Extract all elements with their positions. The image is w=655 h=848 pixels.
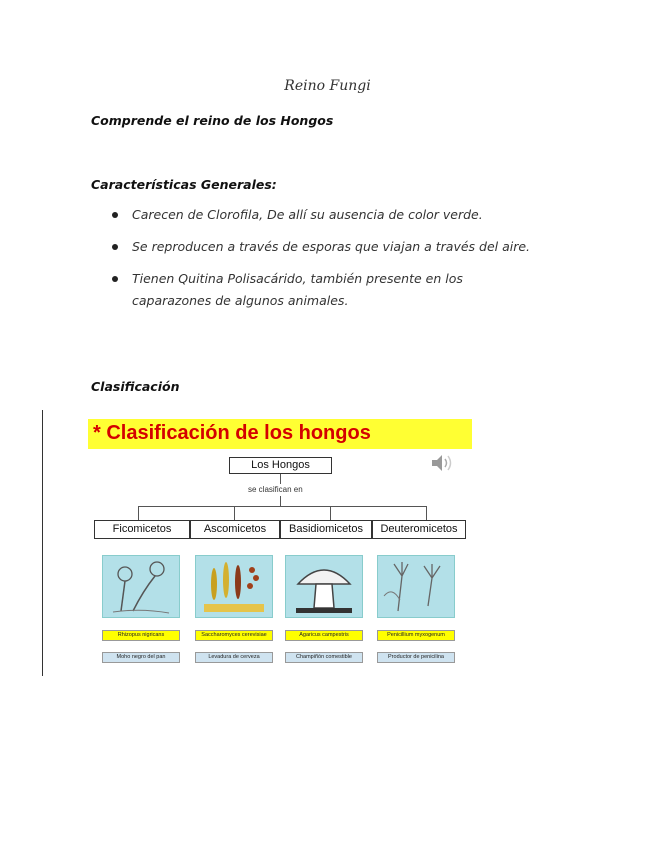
common-name-label: Levadura de cerveza bbox=[195, 652, 273, 663]
rhizopus-image bbox=[102, 555, 180, 618]
connector-line bbox=[330, 506, 331, 520]
penicillium-illustration bbox=[378, 556, 454, 617]
list-item: Tienen Quitina Polisacárido, también presente en los caparazones de algunos animales. bbox=[112, 268, 542, 312]
document-title: Reino Fungi bbox=[284, 78, 371, 94]
classification-figure bbox=[88, 414, 516, 672]
slide-banner bbox=[88, 419, 472, 449]
margin-line bbox=[42, 410, 43, 676]
list-item: Se reproducen a través de esporas que viajan a través del aire. bbox=[112, 236, 542, 258]
connector-line bbox=[280, 474, 281, 484]
connector-label: se clasifican en bbox=[248, 485, 303, 494]
penicillium-image bbox=[377, 555, 455, 618]
connector-line bbox=[234, 506, 235, 520]
subtitle: Comprende el reino de los Hongos bbox=[91, 113, 334, 128]
list-item: Carecen de Clorofila, De allí su ausencia de color verde. bbox=[112, 204, 542, 226]
bullet-icon bbox=[112, 212, 118, 218]
bullet-icon bbox=[112, 276, 118, 282]
common-name-label: Champiñón comestible bbox=[285, 652, 363, 663]
ascomycete-image bbox=[195, 555, 273, 618]
group-basidiomicetos: Basidiomicetos bbox=[280, 520, 372, 539]
bullet-icon bbox=[112, 244, 118, 250]
mushroom-image bbox=[285, 555, 363, 618]
mushroom-illustration bbox=[286, 556, 362, 617]
rhizopus-illustration bbox=[103, 556, 179, 617]
common-name-label: Productor de penicilina bbox=[377, 652, 455, 663]
connector-line bbox=[426, 506, 427, 520]
connector-line bbox=[138, 506, 426, 507]
yeast-illustration bbox=[196, 556, 272, 617]
section-heading-characteristics: Características Generales: bbox=[91, 177, 277, 192]
root-node: Los Hongos bbox=[229, 457, 332, 474]
section-heading-classification: Clasificación bbox=[91, 379, 180, 394]
group-ficomicetos: Ficomicetos bbox=[94, 520, 190, 539]
connector-line bbox=[280, 496, 281, 506]
common-name-label: Moho negro del pan bbox=[102, 652, 180, 663]
connector-line bbox=[138, 506, 139, 520]
group-ascomicetos: Ascomicetos bbox=[190, 520, 280, 539]
banner-title: * Clasificación de los hongos bbox=[93, 422, 371, 444]
species-label: Saccharomyces cerevisiae bbox=[195, 630, 273, 641]
speaker-icon[interactable] bbox=[430, 452, 454, 474]
group-deuteromicetos: Deuteromicetos bbox=[372, 520, 466, 539]
species-label: Penicillium myxogenum bbox=[377, 630, 455, 641]
species-label: Agaricus campestris bbox=[285, 630, 363, 641]
characteristics-list bbox=[112, 204, 542, 322]
species-label: Rhizopus nigricans bbox=[102, 630, 180, 641]
